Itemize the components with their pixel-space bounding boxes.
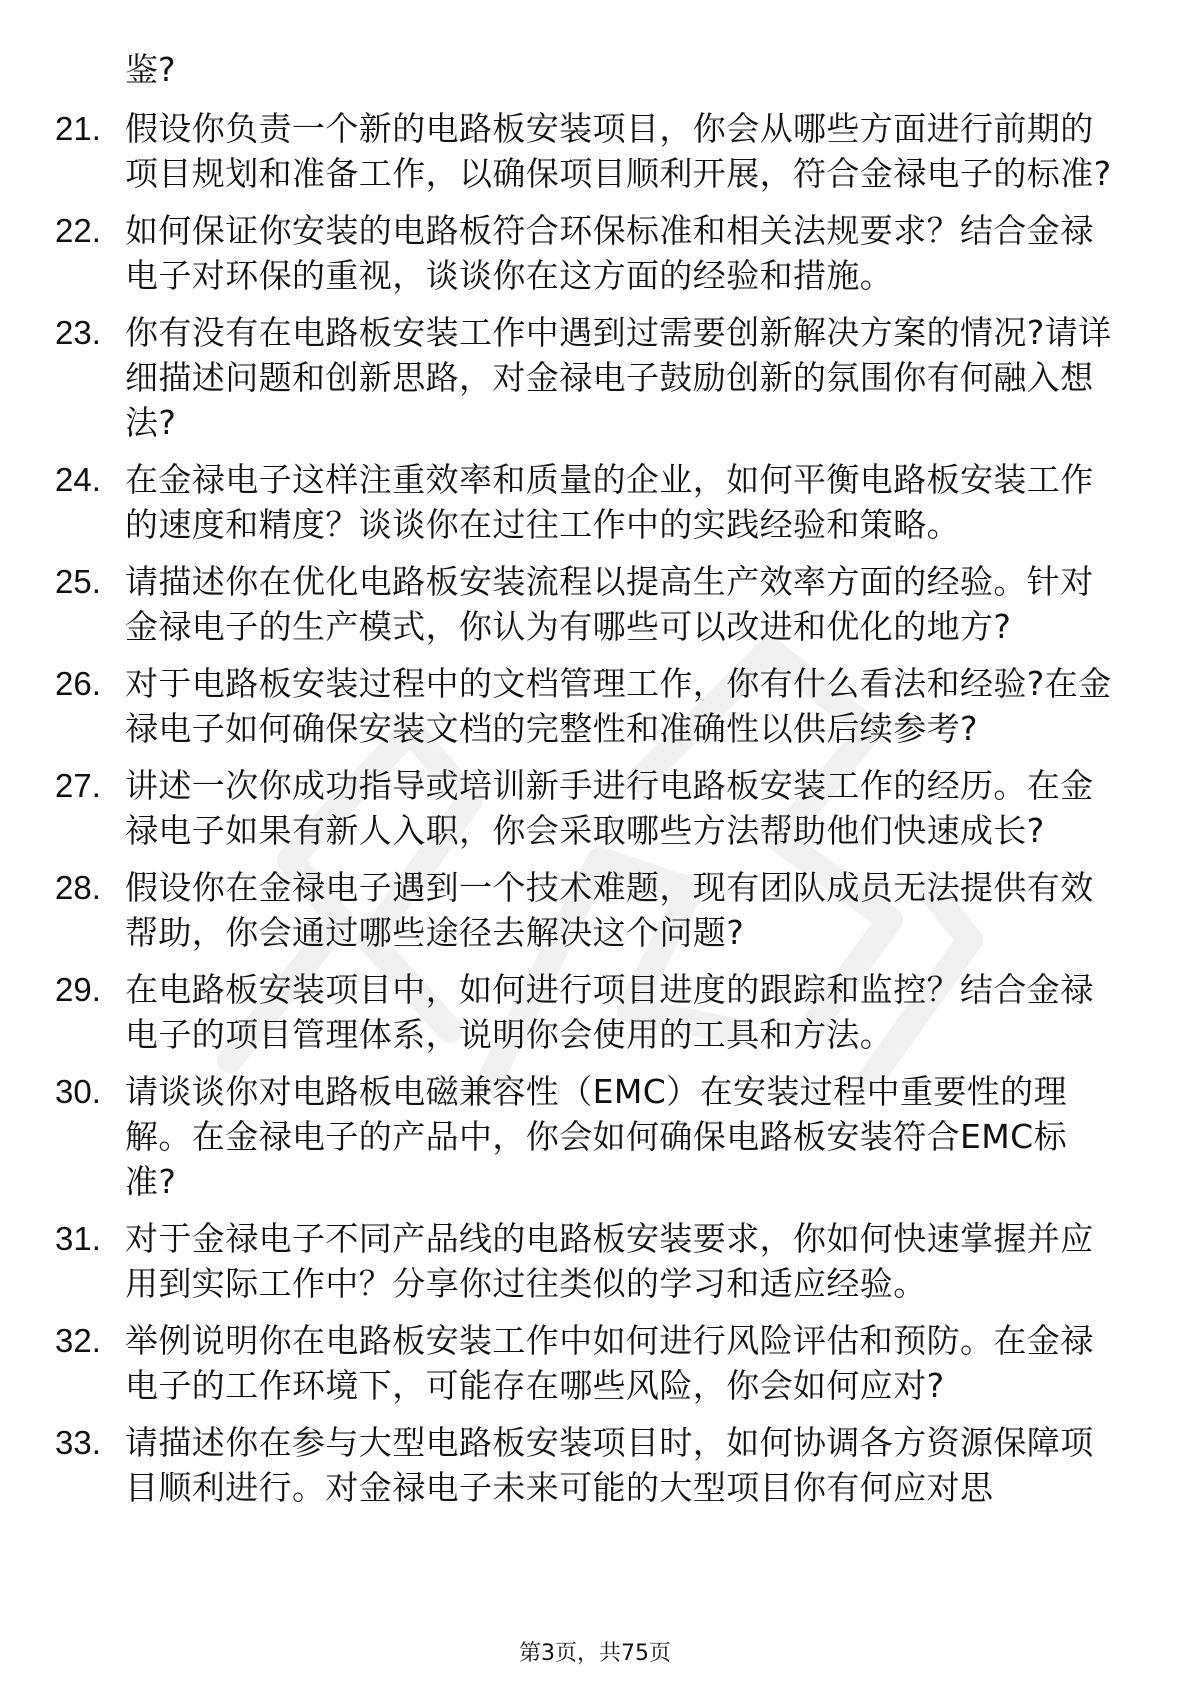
page-number-footer: 第3页，共75页 [519,1641,671,1666]
document-body [55,46,1115,1522]
question-item [55,106,1115,196]
question-number: 21. [55,110,101,147]
question-item [55,865,1115,955]
question-item [55,1420,1115,1510]
question-text: 请谈谈你对电路板电磁兼容性（EMC）在安装过程中重要性的理解。在金禄电子的产品中，你会如何确保电路板安装符合EMC标准? [125,1072,1067,1201]
question-number: 33. [55,1424,101,1461]
question-number: 25. [55,563,101,600]
question-item [55,310,1115,445]
question-item [55,1216,1115,1306]
question-number: 26. [55,665,101,702]
question-item [55,661,1115,751]
continued-question-tail: 鉴? [125,50,176,89]
question-number: 22. [55,212,101,249]
question-number: 27. [55,767,101,804]
question-item [55,208,1115,298]
question-number: 23. [55,314,101,351]
question-item [55,967,1115,1057]
question-text: 假设你负责一个新的电路板安装项目，你会从哪些方面进行前期的项目规划和准备工作，以确保项目顺利开展，符合金禄电子的标准? [125,109,1112,193]
question-number: 24. [55,461,101,498]
question-text: 对于金禄电子不同产品线的电路板安装要求，你如何快速掌握并应用到实际工作中？分享你过往类似的学习和适应经验。 [125,1219,1094,1303]
question-text: 对于电路板安装过程中的文档管理工作，你有什么看法和经验?在金禄电子如何确保安装文档的完整性和准确性以供后续参考? [125,664,1112,748]
question-number: 28. [55,869,101,906]
question-text: 请描述你在优化电路板安装流程以提高生产效率方面的经验。针对金禄电子的生产模式，你认为有哪些可以改进和优化的地方? [125,562,1094,646]
question-item [55,1069,1115,1204]
question-item [55,559,1115,649]
question-item [55,457,1115,547]
question-text: 你有没有在电路板安装工作中遇到过需要创新解决方案的情况?请详细描述问题和创新思路，对金禄电子鼓励创新的氛围你有何融入想法? [125,313,1112,442]
question-item [55,1318,1115,1408]
question-item [55,763,1115,853]
question-text: 假设你在金禄电子遇到一个技术难题，现有团队成员无法提供有效帮助，你会通过哪些途径去解决这个问题? [125,868,1094,952]
question-text: 请描述你在参与大型电路板安装项目时，如何协调各方资源保障项目顺利进行。对金禄电子未来可能的大型项目你有何应对思 [125,1423,1094,1507]
question-number: 31. [55,1220,101,1257]
question-text: 如何保证你安装的电路板符合环保标准和相关法规要求？结合金禄电子对环保的重视，谈谈你在这方面的经验和措施。 [125,211,1094,295]
question-text: 在金禄电子这样注重效率和质量的企业，如何平衡电路板安装工作的速度和精度？谈谈你在过往工作中的实践经验和策略。 [125,460,1094,544]
question-text: 在电路板安装项目中，如何进行项目进度的跟踪和监控？结合金禄电子的项目管理体系，说明你会使用的工具和方法。 [125,970,1094,1054]
question-text: 讲述一次你成功指导或培训新手进行电路板安装工作的经历。在金禄电子如果有新人入职，你会采取哪些方法帮助他们快速成长? [125,766,1094,850]
question-text: 举例说明你在电路板安装工作中如何进行风险评估和预防。在金禄电子的工作环境下，可能存在哪些风险，你会如何应对? [125,1321,1094,1405]
question-number: 32. [55,1322,101,1359]
question-number: 30. [55,1073,101,1110]
question-number: 29. [55,971,101,1008]
